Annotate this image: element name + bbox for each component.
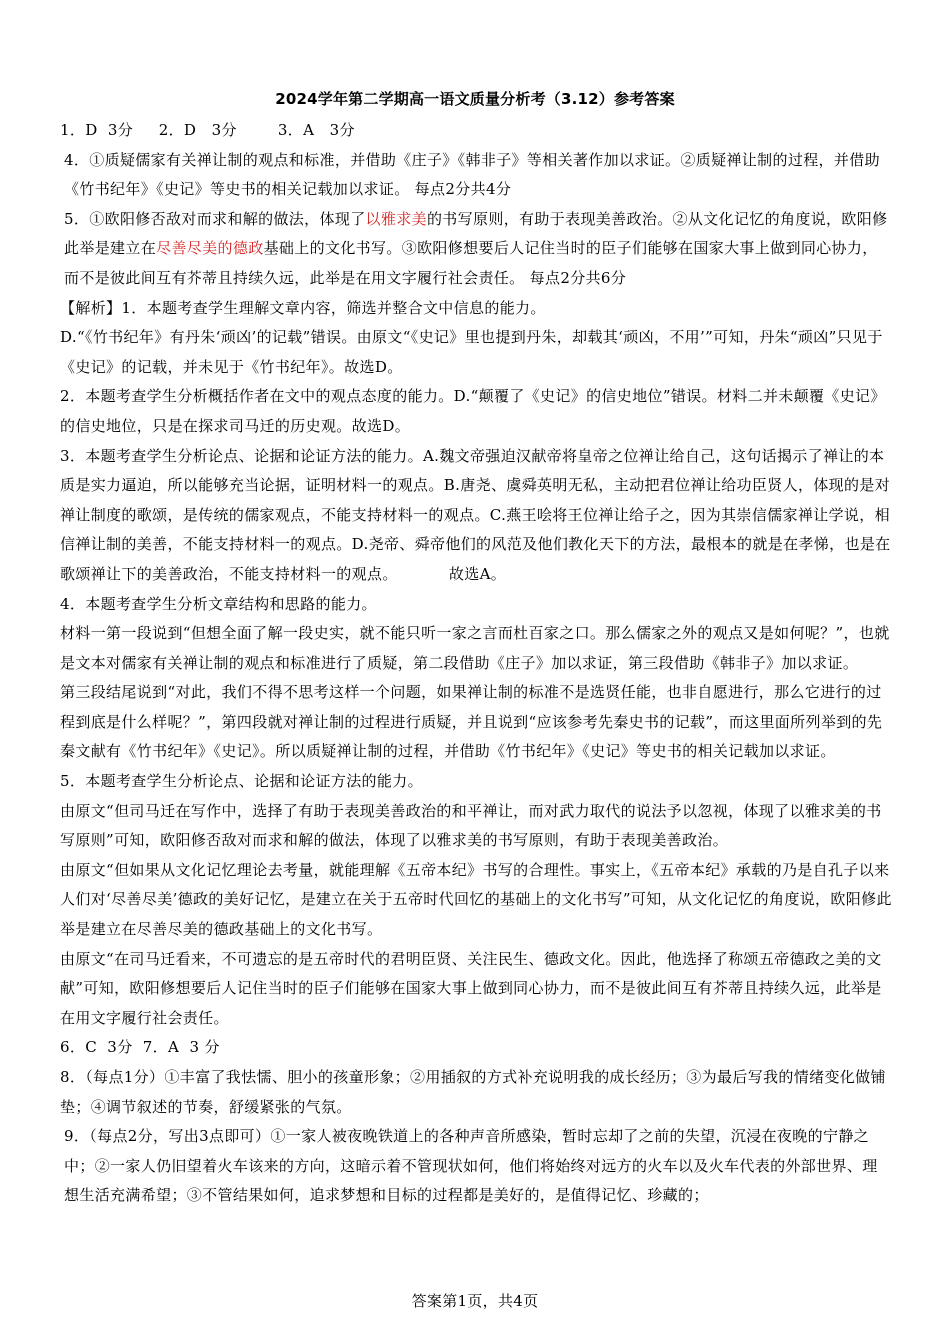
analysis-paragraph: 3．本题考查学生分析论点、论据和论证方法的能力。A.魏文帝强迫汉献帝将皇帝之位禅让给自己，这句话揭示了禅让的本质是实力逼迫，所以能够充当论据，证明材料一的观点。B.唐尧、虞舜英明无私，主动把君位禅让给功臣贤人，体现的是对禅让制度的歌颂，是传统的儒家观点，不能支持材料一的观点。C.燕王哙将王位禅让给子之，因为其崇信儒家禅让学说，相信禅让制的美善，不能支持材料一的观点。D.尧帝、舜帝他们的风范及他们教化天下的方法，最根本的就是在孝悌，也是在歌颂禅让下的美善政治，不能支持材料一的观点。 故选A。 — [60, 446, 891, 583]
analysis-paragraph: 5．本题考查学生分析论点、论据和论证方法的能力。 — [60, 772, 423, 791]
answer-5-highlight-2: 尽善尽美的德政 — [156, 239, 264, 258]
analysis-paragraph: 第三段结尾说到“对此，我们不得不思考这样一个问题，如果禅让制的标准不是选贤任能，也非自愿进行，那么它进行的过程到底是什么样呢？”，第四段就对禅让制的过程进行质疑，并且说到“应该参考先秦史书的记载”，而这里面所列举到的先秦文献有《竹书纪年》《史记》。所以质疑禅让制的过程，并借助《竹书纪年》《史记》等史书的相关记载加以求证。 — [60, 683, 883, 761]
answer-5-part-2: 的书写原则，有助于表现美善政治。②从文化记忆的角度说，欧阳修此举是建立在 — [64, 209, 888, 258]
analysis-paragraph: 2．本题考查学生分析概括作者在文中的观点态度的能力。D.“颠覆了《史记》的信史地位”错误。材料二并未颠覆《史记》的信史地位，只是在探求司马迁的历史观。故选D。 — [60, 387, 886, 435]
analysis-paragraph: 【解析】1．本题考查学生理解文章内容，筛选并整合文中信息的能力。 — [60, 298, 546, 317]
analysis-paragraph: 由原文“在司马迁看来，不可遗忘的是五帝时代的君明臣贤、关注民生、德政文化。因此，他选择了称颂五帝德政之美的文献”可知，欧阳修想要后人记住当时的臣子们能够在国家大事上做到同心协力，而不是彼此间互有芥蒂且持续久远，此举是在用文字履行社会责任。 — [60, 949, 882, 1027]
analysis-paragraph: 由原文“但如果从文化记忆理论去考量，就能理解《五帝本纪》书写的合理性。事实上，《五帝本纪》承载的乃是自孔子以来人们对‘尽善尽美’德政的美好记忆，是建立在关于五帝时代回忆的基础上的文化书写”可知，从文化记忆的角度说，欧阳修此举是建立在尽善尽美的德政基础上的文化书写。 — [60, 860, 892, 939]
answer-5-highlight-1: 以雅求美 — [365, 209, 427, 228]
analysis-paragraph: 4．本题考查学生分析文章结构和思路的能力。 — [60, 594, 377, 613]
answer-5-part-1: 5．①欧阳修否敌对而求和解的做法，体现了 — [64, 209, 366, 228]
answer-body — [60, 116, 892, 1211]
analysis-paragraph: 材料一第一段说到“但想全面了解一段史实，就不能只听一家之言而杜百家之口。那么儒家之外的观点又是如何呢？”，也就是文本对儒家有关禅让制的观点和标准进行了质疑，第二段借助《庄子》加以求证，第三段借助《韩非子》加以求证。 — [60, 624, 890, 672]
answer-5 — [60, 205, 892, 294]
answers-1-3: 1．D 3分 2．D 3分 3．A 3分 — [60, 121, 355, 139]
analysis-paragraph: D.“《竹书纪年》有丹朱‘顽凶’的记载”错误。由原文“《史记》里也提到丹朱，却载其‘顽凶，不用’”可知，丹朱“顽凶”只见于《史记》的记载，并未见于《竹书纪年》。故选D。 — [60, 328, 883, 376]
analysis-paragraph: 由原文“但司马迁在写作中，选择了有助于表现美善政治的和平禅让，而对武力取代的说法予以忽视，体现了以雅求美的书写原则”可知，欧阳修否敌对而求和解的做法，体现了以雅求美的书写原则，有助于表现美善政治。 — [60, 801, 882, 850]
answer-4: 4．①质疑儒家有关禅让制的观点和标准，并借助《庄子》《韩非子》等相关著作加以求证。②质疑禅让制的过程，并借助《竹书纪年》《史记》等史书的相关记载加以求证。 每点2分共4分 — [64, 150, 880, 199]
page-footer: 答案第1页，共4页 — [411, 1292, 539, 1310]
answer-8: 8．（每点1分）①丰富了我怯懦、胆小的孩童形象；②用插叙的方式补充说明我的成长经历；③为最后写我的情绪变化做铺垫；④调节叙述的节奏，舒缓紧张的气氛。 — [60, 1068, 886, 1116]
page-title: 2024学年第二学期高一语文质量分析考（3.12）参考答案 — [275, 90, 675, 108]
answer-9: 9．（每点2分，写出3点即可）①一家人被夜晚铁道上的各种声音所感染，暂时忘却了之前的失望，沉浸在夜晚的宁静之中；②一家人仍旧望着火车该来的方向，这暗示着不管现状如何，他们将始终对远方的火车以及火车代表的外部世界、理想生活充满希望；③不管结果如何，追求梦想和目标的过程都是美好的，是值得记忆、珍藏的； — [64, 1127, 878, 1205]
answer-5-part-3: 基础上的文化书写。③欧阳修想要后人记住当时的臣子们能够在国家大事上做到同心协力，而不是彼此间互有芥蒂且持续久远，此举是在用文字履行社会责任。 每点2分共6分 — [64, 239, 878, 287]
answers-6-7: 6．C 3分 7．A 3 分 — [60, 1038, 220, 1057]
